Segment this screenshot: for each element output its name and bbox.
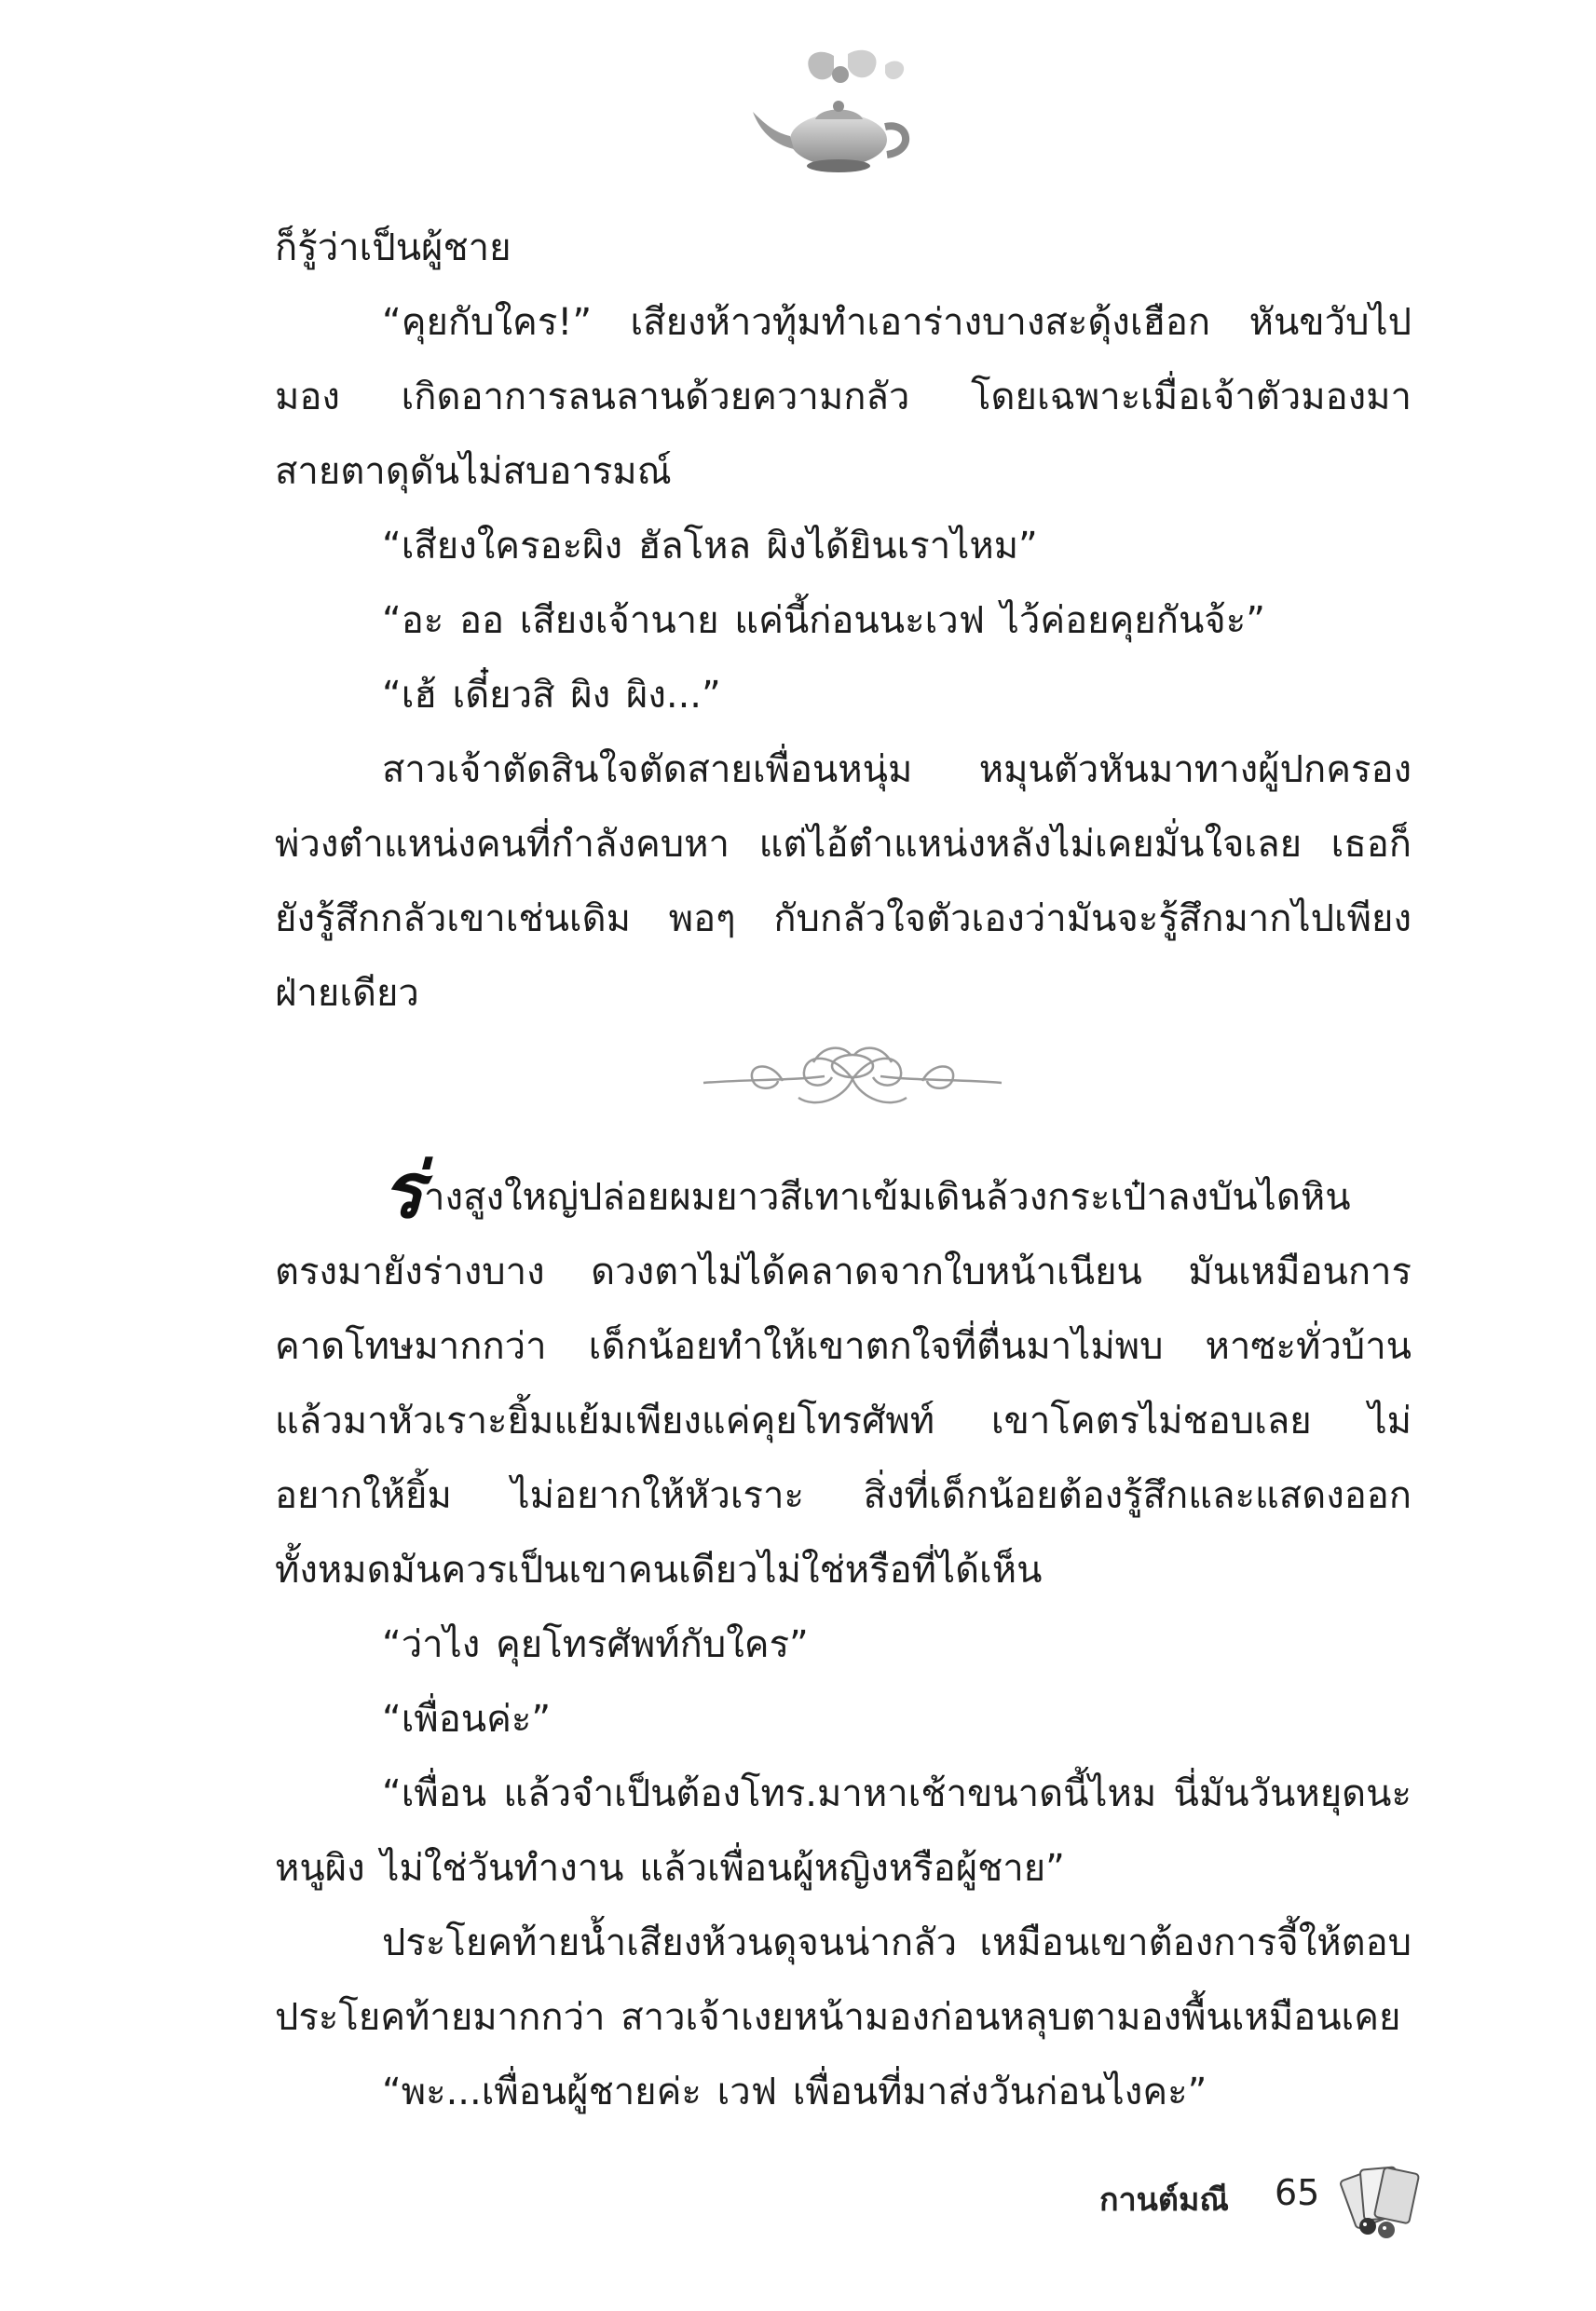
- paragraph: “เพื่อนค่ะ”: [382, 1698, 552, 1741]
- paragraph: “ว่าไง คุยโทรศัพท์กับใคร”: [382, 1623, 809, 1666]
- drop-cap: ร่: [382, 1147, 425, 1236]
- paragraph: “เสียงใครอะผิง ฮัลโหล ผิงได้ยินเราไหม”: [382, 525, 1038, 567]
- playing-cards-icon: [1334, 2157, 1427, 2241]
- paragraph: “อะ ออ เสียงเจ้านาย แค่นี้ก่อนนะเวฟ ไว้ค่อยคุยกันจ้ะ”: [382, 599, 1265, 642]
- text-section-1: [275, 211, 1412, 1031]
- teapot-ornament-icon: [745, 47, 922, 186]
- paragraph: ก็รู้ว่าเป็นผู้ชาย: [275, 226, 512, 269]
- paragraph: ประโยคท้ายน้ำเสียงห้วนดุจนน่ากลัว เหมือนเขาต้องการจี้ให้ตอบประโยคท้ายมากกว่า สาวเจ้าเงยหน้ามองก่อนหลุบตามองพื้นเหมือนเคย: [275, 1921, 1412, 2039]
- paragraph: [275, 1147, 1412, 1607]
- paragraph: สาวเจ้าตัดสินใจตัดสายเพื่อนหนุ่ม หมุนตัวหันมาทางผู้ปกครอง พ่วงตำแหน่งคนที่กำลังคบหา แต่ไอ้ตำแหน่งหลังไม่เคยมั่นใจเลย เธอก็ยังรู้สึกกลัวเขาเช่นเดิม พอๆ กับกลัวใจตัวเองว่ามันจะรู้สึกมากไปเพียงฝ่ายเดียว: [275, 748, 1412, 1015]
- paragraph: “เฮ้ เดี๋ยวสิ ผิง ผิง...”: [382, 674, 721, 717]
- paragraph: “คุยกับใคร!” เสียงห้าวทุ้มทำเอาร่างบางสะดุ้งเฮือก หันขวับไปมอง เกิดอาการลนลานด้วยความกลัว โดยเฉพาะเมื่อเจ้าตัวมองมาสายตาดุดันไม่สบอารมณ์: [275, 301, 1412, 493]
- page-number: 65: [1275, 2172, 1320, 2213]
- paragraph-text: างสูงใหญ่ปล่อยผมยาวสีเทาเข้มเดินล้วงกระเป๋าลงบันไดหินตรงมายังร่างบาง ดวงตาไม่ได้คลาดจากใบหน้าเนียน มันเหมือนการคาดโทษมากกว่า เด็กน้อยทำให้เขาตกใจที่ตื่นมาไม่พบ หาซะทั่วบ้านแล้วมาหัวเราะยิ้มแย้มเพียงแค่คุยโทรศัพท์ เขาโคตรไม่ชอบเลย ไม่อยากให้ยิ้ม ไม่อยากให้หัวเราะ สิ่งที่เด็กน้อยต้องรู้สึกและแสดงออกทั้งหมดมันควรเป็นเขาคนเดียวไม่ใช่หรือที่ได้เห็น: [275, 1176, 1412, 1592]
- flourish-divider-icon: [694, 1025, 1011, 1128]
- page-footer: [1099, 2157, 1435, 2250]
- author-name: กานต์มณี: [1099, 2181, 1229, 2219]
- paragraph: “เพื่อน แล้วจำเป็นต้องโทร.มาหาเช้าขนาดนี้ไหม นี่มันวันหยุดนะหนูผิง ไม่ใช่วันทำงาน แล้วเพื่อนผู้หญิงหรือผู้ชาย”: [275, 1772, 1412, 1890]
- paragraph: “พะ...เพื่อนผู้ชายค่ะ เวฟ เพื่อนที่มาส่งวันก่อนไงคะ”: [382, 2071, 1207, 2113]
- text-section-2: [275, 1147, 1412, 2129]
